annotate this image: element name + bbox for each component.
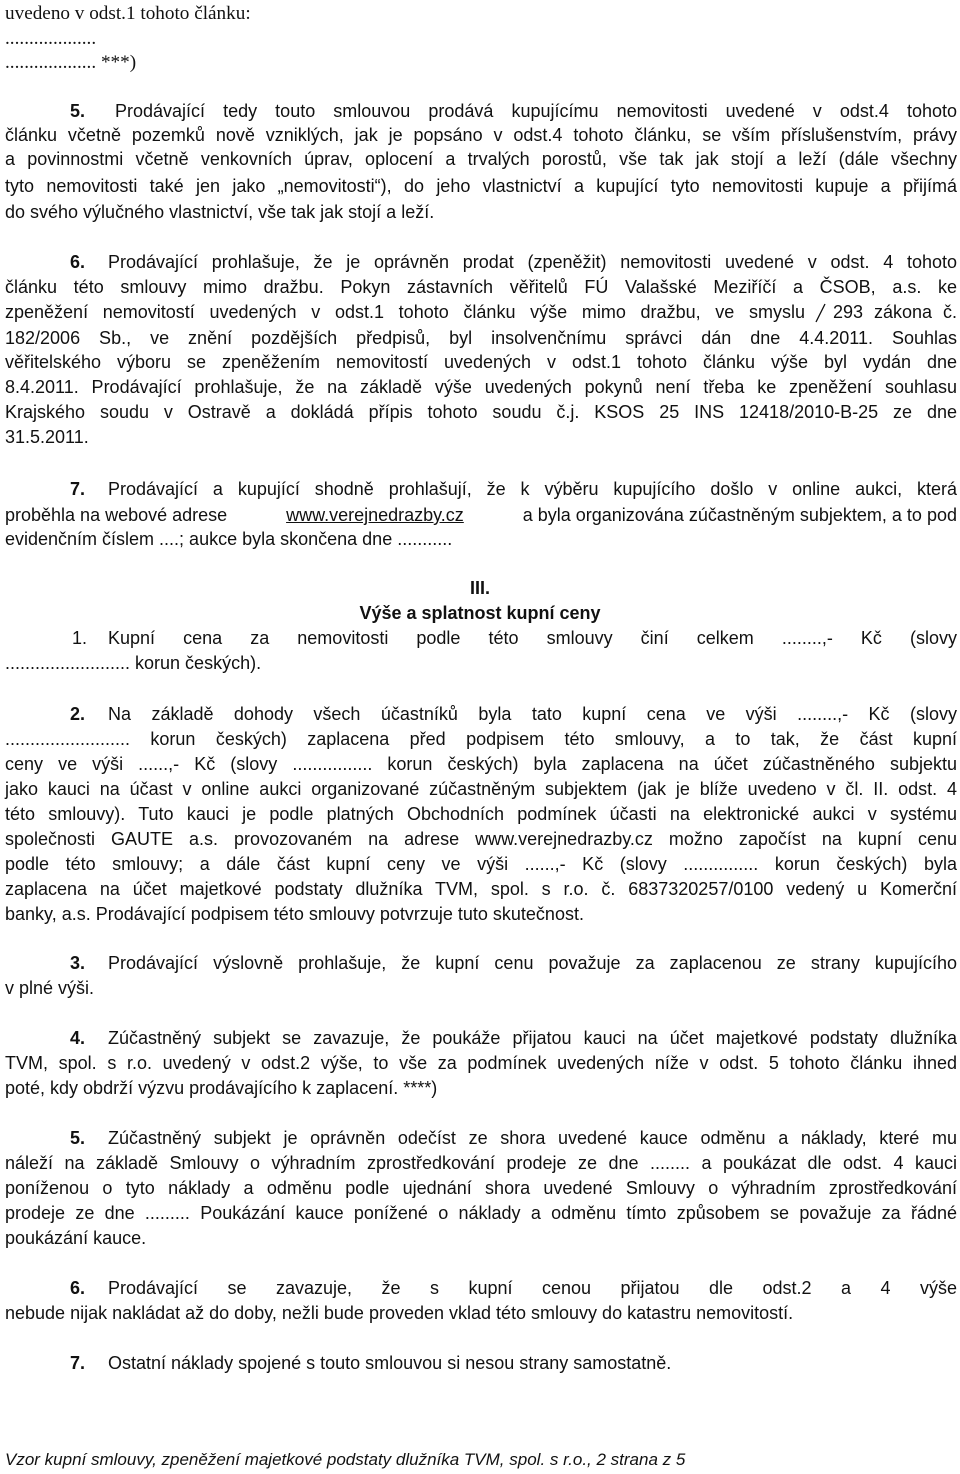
p6-line-5: věřitelského výboru se zpeněžením nemovitostí uvedených v odst.1 tohoto článku výše byl vydán dne: [5, 352, 957, 372]
s2-line-9: banky, a.s. Prodávající podpisem této smlouvy potvrzuje tuto skutečnost.: [5, 904, 584, 924]
s5-line-2: náleží na základě Smlouvy o výhradním zprostředkování prodeje ze dne ........ a poukázat dle odst. 4 kauci: [5, 1153, 957, 1173]
section-roman-number: III.: [469, 578, 490, 598]
p6-line-8: 31.5.2011.: [5, 427, 89, 447]
p5-line-2: článku včetně pozemků nově vzniklých, jak je popsáno v odst.4 tohoto článku, se vším příslušenstvím, právy: [5, 125, 957, 145]
intro-line: [5, 2, 957, 26]
p6-line-4: 182/2006 Sb., ve znění pozdějších předpisů, byl insolvenčnímu správci dán dne 4.4.2011. Souhlas: [5, 328, 957, 348]
p6-line-3: zpeněžení nemovitostí uvedených v odst.1 tohoto článku výše mimo dražbu, ve smyslu: [5, 302, 805, 322]
s2-line-3: ceny ve výši ......,- Kč (slovy ................ korun českých) byla zaplacena na účet zúčastněného subjektu: [5, 754, 957, 774]
s3-line-2: v plné výši.: [5, 978, 95, 998]
s5-line-5: poukázání kauce.: [5, 1228, 147, 1248]
s2-line-8: zaplacena na účet majetkové podstaty dlužníka TVM, spol. s r.o. č. 6837320257/0100 vedený u Komerční: [5, 879, 957, 899]
p6-line-7: Krajského soudu v Ostravě a dokládá přípis tohoto soudu č.j. KSOS 25 INS 12418/2010-B-25 ze dne: [5, 402, 957, 422]
s2-line-7: podle této smlouvy; a dále část kupní ceny ve výši ......,- Kč (slovy ............... korun českých) byla: [5, 854, 957, 874]
s2-line-5: této smlouvy). Tuto kauci je podle platných Obchodních podmínek účasti na elektronické aukci v systému: [5, 804, 957, 824]
section-title: Výše a splatnost kupní ceny: [359, 603, 601, 623]
s4-line-1: Zúčastněný subjekt se zavazuje, že poukáže přijatou kauci na účet majetkové podstaty dlužníka: [108, 1028, 957, 1048]
p7-line-2: proběhla na webové adrese www.verejnedrazby.cz a byla organizována zúčastněným subjektem, a to pod: [5, 505, 957, 525]
s5-line-4: prodeje ze dne ......... Poukázání kauce ponížené o náklady a odměnu tímto způsobem se považuje za řádné: [5, 1203, 957, 1223]
dots-text: ...................: [5, 28, 97, 49]
p5-line-3: a povinnostmi včetně venkovních úprav, oplocení a trvalých porostů, vše tak jak stojí a leží (dále všechny: [5, 149, 957, 169]
section-sign-icon: [812, 300, 830, 324]
s5-line-3: poníženou o tyto náklady a odměnu podle ujednání shora uvedené Smlouvy o výhradním zprostředkování: [5, 1178, 957, 1198]
s1-line-1: Kupní cena za nemovitosti podle této smlouvy činí celkem ........,- Kč (slovy: [108, 628, 957, 648]
s4-line-3: poté, kdy obdrží výzvu prodávajícího k zaplacení. ****): [5, 1078, 438, 1098]
s2-line-6: společnosti GAUTE a.s. provozovaném na adrese www.verejnedrazby.cz možno započíst na kupní cenu: [5, 829, 957, 849]
dots-line-1: [5, 27, 957, 51]
s6-line-2: nebude nijak nakládat až do doby, nežli bude proveden vklad této smlouvy do katastru nemovitostí.: [5, 1303, 794, 1323]
s5-number: 5.: [70, 1128, 86, 1148]
page-footer: [5, 1450, 685, 1470]
p6-line-2: článku této smlouvy mimo dražbu. Pokyn zástavních věřitelů FÚ Valašské Meziříčí a ČSOB, a.s. ke: [5, 277, 957, 297]
p7-line-3: evidenčním číslem ....; aukce byla skončena dne ...........: [5, 529, 453, 549]
p6-line-3b: 293 zákona č.: [833, 302, 957, 322]
s2-line-4: jako kauci na účast v online aukci organizované zúčastněným subjektem (jak je blíže uvedeno v čl. II. odst. 4: [5, 779, 957, 799]
s7-number: 7.: [70, 1353, 86, 1373]
p5-line-1-text: Prodávající tedy touto smlouvou prodává kupujícímu nemovitosti uvedené v odst.4 tohoto: [115, 101, 957, 121]
p6-line-1: Prodávající prohlašuje, že je oprávněn prodat (zpeněžit) nemovitosti uvedené v odst. 4 tohoto: [108, 252, 957, 272]
s7-line-1: Ostatní náklady spojené s touto smlouvou si nesou strany samostatně.: [108, 1353, 672, 1373]
p7-number: 7.: [70, 479, 86, 499]
s6-number: 6.: [70, 1278, 86, 1298]
paragraph-sign-icon: [812, 300, 830, 324]
s3-number: 3.: [70, 953, 86, 973]
s4-line-2: TVM, spol. s r.o. uvedený v odst.2 výše, to vše za podmínek uvedených níže v odst. 5 tohoto článku ihned: [5, 1053, 957, 1073]
s2-line-1: Na základě dohody všech účastníků byla tato kupní cena ve výši ........,- Kč (slovy: [108, 704, 957, 724]
s6-line-1: Prodávající se zavazuje, že s kupní cenou přijatou dle odst.2 a 4 výše: [108, 1278, 957, 1298]
s2-line-2: ......................... korun českých) zaplacena před podpisem této smlouvy, a to tak, že část kupní: [5, 729, 957, 749]
p5-line-4: tyto nemovitosti také jen jako „nemovitosti“), do jeho vlastnictví a kupující tyto nemovitosti kupuje a přijímá: [5, 176, 957, 196]
s4-number: 4.: [70, 1028, 86, 1048]
intro-text: uvedeno v odst.1 tohoto článku:: [5, 3, 251, 24]
p6-number: 6.: [70, 252, 86, 272]
footer-text: Vzor kupní smlouvy, zpeněžení majetkové podstaty dlužníka TVM, spol. s r.o., 2 strana z 5: [5, 1450, 686, 1469]
s1-line-2: ......................... korun českých).: [5, 653, 262, 673]
s2-number: 2.: [70, 704, 86, 724]
dots-text: ................... ***): [5, 52, 137, 73]
p5-line-5: do svého výlučného vlastnictví, vše tak jak stojí a leží.: [5, 202, 435, 222]
dots-line-2: [5, 51, 957, 75]
s3-line-1: Prodávající výslovně prohlašuje, že kupní cenu považuje za zaplacenou ze strany kupujícího: [108, 953, 957, 973]
p5-number: 5.: [70, 101, 86, 121]
p6-line-6: 8.4.2011. Prodávající prohlašuje, že na základě výše uvedených pokynů není třeba ke zpeněžení souhlasu: [5, 377, 957, 397]
s1-number: 1.: [72, 628, 88, 648]
s5-line-1: Zúčastněný subjekt je oprávněn odečíst ze shora uvedené kauce odměnu a náklady, které mu: [108, 1128, 957, 1148]
p7-line-1: Prodávající a kupující shodně prohlašují, že k výběru kupujícího došlo v online aukci, která: [108, 479, 957, 499]
auction-website-link[interactable]: www.verejnedrazby.cz: [286, 505, 464, 525]
